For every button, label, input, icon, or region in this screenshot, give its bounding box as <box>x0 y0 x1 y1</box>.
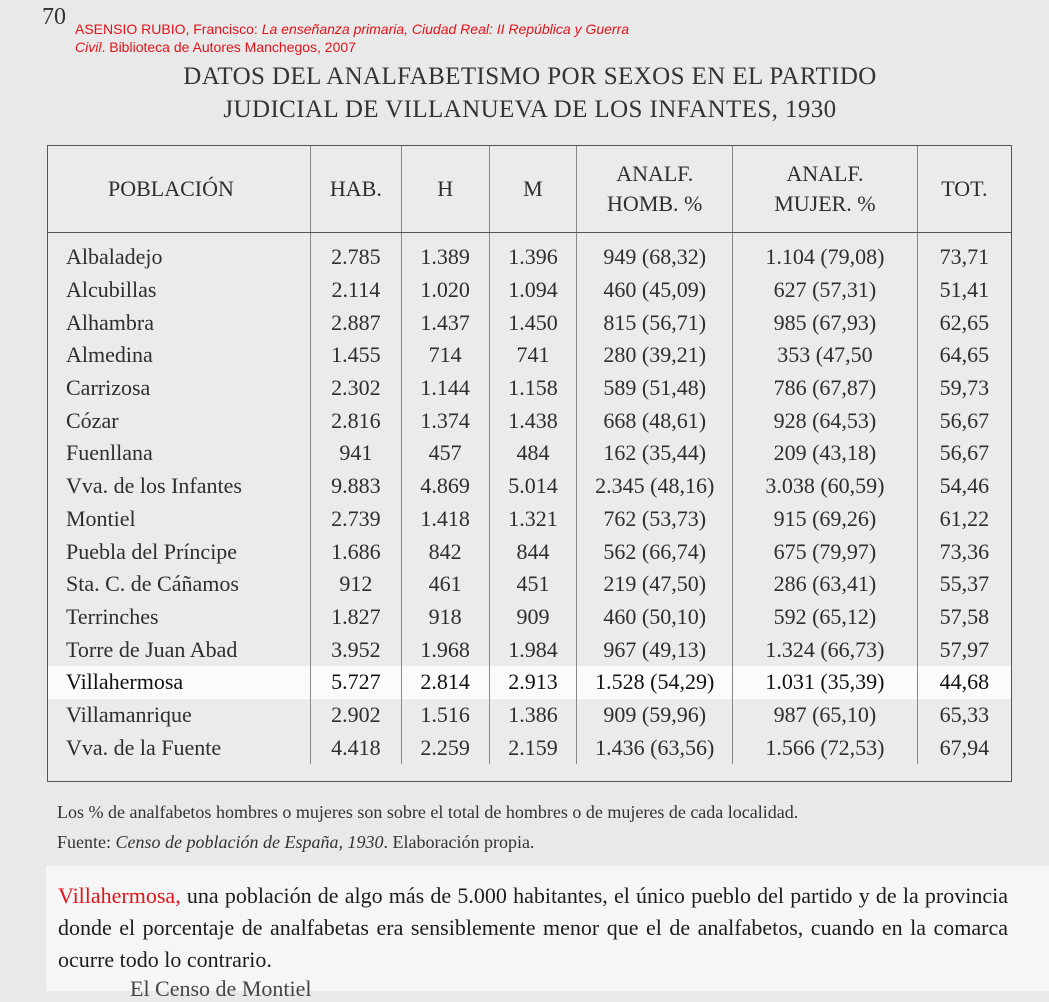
header-poblacion: POBLACIÓN <box>48 146 311 233</box>
table-cell: 51,41 <box>939 277 990 303</box>
table-cell: 4.418 <box>311 731 402 764</box>
table-cell: 1.437 <box>401 306 489 339</box>
table-cell: 61,22 <box>939 505 990 531</box>
table-cell: 54,46 <box>939 473 990 499</box>
table-cell: 2.913 <box>489 666 577 699</box>
table-cell: 73,71 <box>939 244 990 270</box>
highlight-villahermosa: Villahermosa, <box>58 883 181 908</box>
table-cell: 1.386 <box>489 699 577 732</box>
table-cell: 65,33 <box>939 701 990 727</box>
table-row <box>48 731 1011 764</box>
table-cell: 451 <box>489 568 577 601</box>
row-population-name: Villahermosa <box>48 666 311 699</box>
table-row <box>48 233 1011 274</box>
table-cell: 1.324 (66,73) <box>733 633 918 666</box>
body-paragraph <box>58 880 1008 976</box>
cut-off-line: El Censo de Montiel <box>130 976 312 1001</box>
table-cell: 1.104 (79,08) <box>733 233 918 274</box>
page-number: 70 <box>42 4 66 30</box>
table-cell: 1.516 <box>401 699 489 732</box>
table-cell: 2.785 <box>311 233 402 274</box>
table-cell: 675 (79,97) <box>733 535 918 568</box>
citation-publisher: . Biblioteca de Autores Manchegos, 2007 <box>101 39 356 55</box>
table-cell: 815 (56,71) <box>577 306 733 339</box>
table-row <box>48 699 1011 732</box>
table-cell: 1.094 <box>489 274 577 307</box>
table-cell: 1.968 <box>401 633 489 666</box>
table-cell: 484 <box>489 437 577 470</box>
table-cell: 460 (50,10) <box>577 601 733 634</box>
table-cell: 1.450 <box>489 306 577 339</box>
table-row <box>48 437 1011 470</box>
table-cell: 3.952 <box>311 633 402 666</box>
table-cell: 57,97 <box>939 636 990 662</box>
table-cell: 353 (47,50 <box>733 339 918 372</box>
table-cell: 64,65 <box>939 342 990 368</box>
table-row <box>48 666 1011 699</box>
table-cell: 589 (51,48) <box>577 372 733 405</box>
table-cell: 3.038 (60,59) <box>733 470 918 503</box>
row-population-name: Alcubillas <box>48 274 311 307</box>
table-cell: 918 <box>401 601 489 634</box>
table-cell: 2.739 <box>311 503 402 536</box>
citation-note <box>75 20 635 56</box>
table-cell: 280 (39,21) <box>577 339 733 372</box>
table-cell: 2.114 <box>311 274 402 307</box>
header-analf-homb: ANALF. HOMB. % <box>577 146 733 233</box>
table-cell: 55,37 <box>939 571 990 597</box>
table-row <box>48 274 1011 307</box>
header-h: H <box>401 146 489 233</box>
table-cell: 668 (48,61) <box>577 404 733 437</box>
row-population-name: Carrizosa <box>48 372 311 405</box>
header-tot: TOT. <box>917 146 1011 233</box>
row-population-name: Sta. C. de Cáñamos <box>48 568 311 601</box>
table-cell: 909 <box>489 601 577 634</box>
citation-work-title: La enseñanza primaria, Ciudad Real: II República y Guerra Civil <box>75 21 630 55</box>
table-cell: 2.159 <box>489 731 577 764</box>
table-cell: 56,67 <box>939 440 990 466</box>
table-row <box>48 601 1011 634</box>
table-cell: 62,65 <box>939 309 990 335</box>
table-cell: 844 <box>489 535 577 568</box>
table-body <box>48 233 1011 765</box>
table-row <box>48 633 1011 666</box>
table-cell: 1.436 (63,56) <box>577 731 733 764</box>
table-notes <box>57 797 1017 857</box>
row-population-name: Cózar <box>48 404 311 437</box>
row-population-name: Fuenllana <box>48 437 311 470</box>
table-cell: 461 <box>401 568 489 601</box>
table-cell: 627 (57,31) <box>733 274 918 307</box>
table-cell: 1.396 <box>489 233 577 274</box>
table-cell: 1.020 <box>401 274 489 307</box>
table-cell: 1.686 <box>311 535 402 568</box>
table-cell: 912 <box>311 568 402 601</box>
table-cell: 2.345 (48,16) <box>577 470 733 503</box>
table-cell: 1.438 <box>489 404 577 437</box>
table-cell: 59,73 <box>939 375 990 401</box>
table-cell: 967 (49,13) <box>577 633 733 666</box>
row-population-name: Terrinches <box>48 601 311 634</box>
source-title: Censo de población de España, 1930 <box>115 832 384 852</box>
table-cell: 457 <box>401 437 489 470</box>
header-hab: HAB. <box>311 146 402 233</box>
table-row <box>48 339 1011 372</box>
table-row <box>48 470 1011 503</box>
table-cell: 741 <box>489 339 577 372</box>
table-cell: 949 (68,32) <box>577 233 733 274</box>
table-cell: 842 <box>401 535 489 568</box>
table-cell: 928 (64,53) <box>733 404 918 437</box>
table-row <box>48 404 1011 437</box>
table-row <box>48 306 1011 339</box>
table-cell: 1.984 <box>489 633 577 666</box>
table-cell: 786 (67,87) <box>733 372 918 405</box>
table-title <box>60 60 1000 126</box>
table-cell: 67,94 <box>939 734 990 760</box>
table-cell: 1.528 (54,29) <box>577 666 733 699</box>
table-cell: 1.321 <box>489 503 577 536</box>
table-cell: 460 (45,09) <box>577 274 733 307</box>
row-population-name: Albaladejo <box>48 233 311 274</box>
row-population-name: Montiel <box>48 503 311 536</box>
citation-author: ASENSIO RUBIO, Francisco: <box>75 21 262 37</box>
table-cell: 4.869 <box>401 470 489 503</box>
table-cell: 915 (69,26) <box>733 503 918 536</box>
table-title-line-2: JUDICIAL DE VILLANUEVA DE LOS INFANTES, 1930 <box>223 96 837 123</box>
table-cell: 762 (53,73) <box>577 503 733 536</box>
illiteracy-table <box>48 146 1011 764</box>
table-cell: 162 (35,44) <box>577 437 733 470</box>
table-cell: 714 <box>401 339 489 372</box>
table-cell: 1.158 <box>489 372 577 405</box>
table-row <box>48 503 1011 536</box>
table-header-row <box>48 146 1011 233</box>
table-cell: 2.814 <box>401 666 489 699</box>
header-analf-mujer: ANALF. MUJER. % <box>733 146 918 233</box>
row-population-name: Torre de Juan Abad <box>48 633 311 666</box>
row-population-name: Alhambra <box>48 306 311 339</box>
table-cell: 2.302 <box>311 372 402 405</box>
table-cell: 941 <box>311 437 402 470</box>
table-cell: 1.389 <box>401 233 489 274</box>
table-cell: 2.887 <box>311 306 402 339</box>
table-source: Fuente: Censo de población de España, 1930. Elaboración propia. <box>57 832 535 852</box>
paragraph-text: una población de algo más de 5.000 habitantes, el único pueblo del partido y de la provincia donde el porcentaje de analfabetas era sensiblemente menor que el de analfabetos, cuando en la comarca ocurre todo lo contrario. <box>58 883 1008 972</box>
table-cell: 286 (63,41) <box>733 568 918 601</box>
table-cell: 219 (47,50) <box>577 568 733 601</box>
table-cell: 5.727 <box>311 666 402 699</box>
table-cell: 562 (66,74) <box>577 535 733 568</box>
table-cell: 1.566 (72,53) <box>733 731 918 764</box>
table-cell: 209 (43,18) <box>733 437 918 470</box>
header-m: M <box>489 146 577 233</box>
table-cell: 909 (59,96) <box>577 699 733 732</box>
table-cell: 987 (65,10) <box>733 699 918 732</box>
table-row <box>48 372 1011 405</box>
row-population-name: Vva. de la Fuente <box>48 731 311 764</box>
table-cell: 73,36 <box>939 538 990 564</box>
row-population-name: Vva. de los Infantes <box>48 470 311 503</box>
table-cell: 9.883 <box>311 470 402 503</box>
table-footnote: Los % de analfabetos hombres o mujeres son sobre el total de hombres o de mujeres de cada localidad. <box>57 802 799 822</box>
table-cell: 1.418 <box>401 503 489 536</box>
table-cell: 985 (67,93) <box>733 306 918 339</box>
row-population-name: Almedina <box>48 339 311 372</box>
table-cell: 56,67 <box>939 407 990 433</box>
row-population-name: Villamanrique <box>48 699 311 732</box>
table-title-line-1: DATOS DEL ANALFABETISMO POR SEXOS EN EL PARTIDO <box>183 63 877 90</box>
table-cell: 57,58 <box>939 603 990 629</box>
table-cell: 2.259 <box>401 731 489 764</box>
table-cell: 1.144 <box>401 372 489 405</box>
table-cell: 1.827 <box>311 601 402 634</box>
table-cell: 44,68 <box>917 666 1011 699</box>
row-population-name: Puebla del Príncipe <box>48 535 311 568</box>
table-cell: 592 (65,12) <box>733 601 918 634</box>
illiteracy-table-frame <box>47 145 1012 782</box>
table-cell: 5.014 <box>489 470 577 503</box>
table-cell: 1.455 <box>311 339 402 372</box>
table-row <box>48 568 1011 601</box>
table-cell: 2.902 <box>311 699 402 732</box>
table-cell: 1.031 (35,39) <box>733 666 918 699</box>
table-cell: 2.816 <box>311 404 402 437</box>
table-cell: 1.374 <box>401 404 489 437</box>
table-row <box>48 535 1011 568</box>
